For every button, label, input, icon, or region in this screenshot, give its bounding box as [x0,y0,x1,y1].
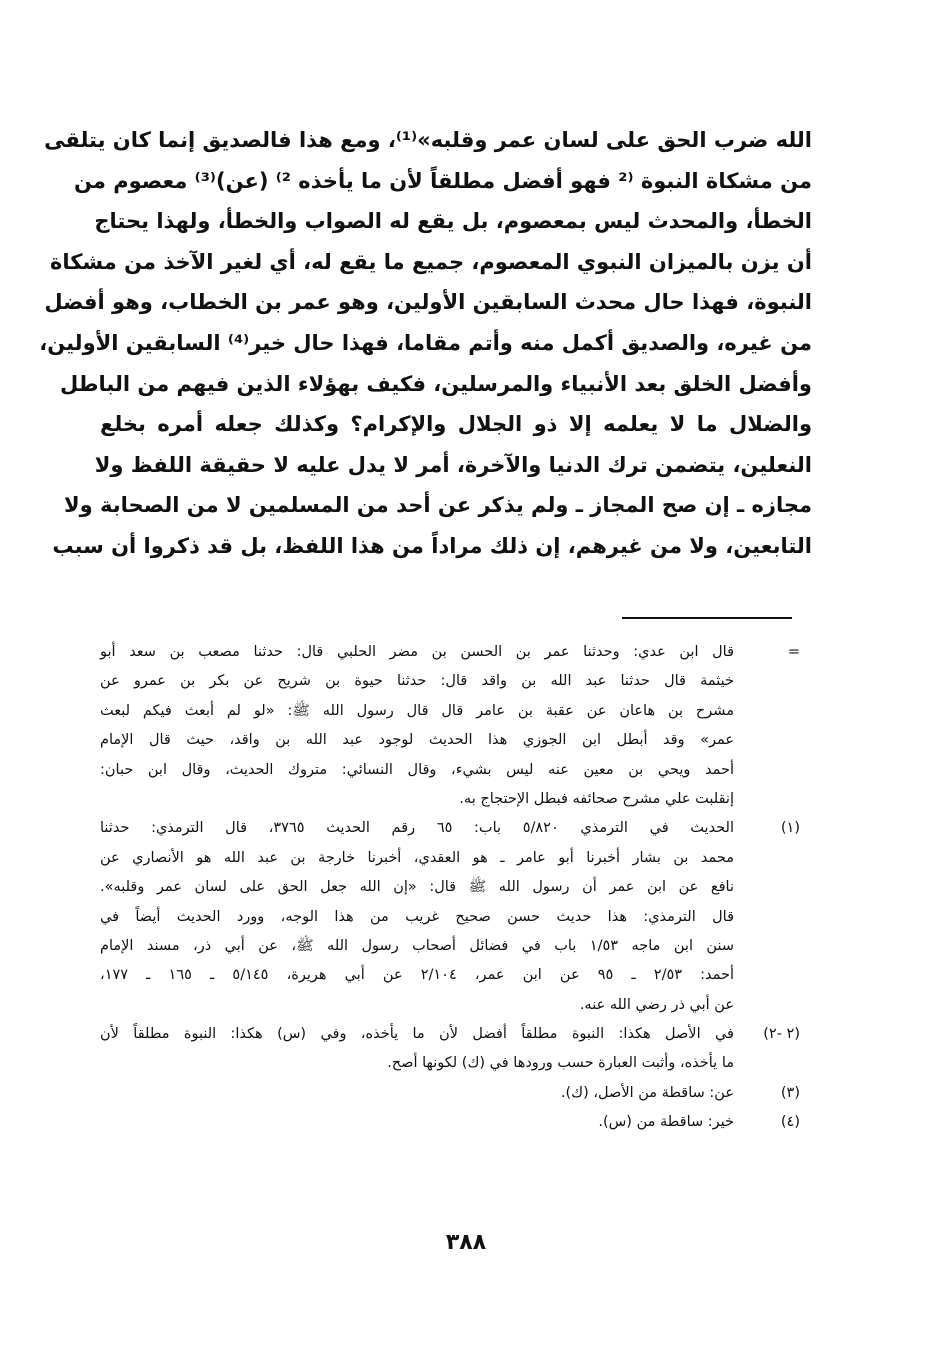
footnote-marker: (٢ -٢) [763,1026,800,1043]
main-text-line: من غيره، والصديق أكمل منه وأتم مقاما، فهذا حال خير⁽⁴⁾ السابقين الأولين، [39,330,812,355]
footnote-marker: (١) [780,820,800,837]
footnote-body [100,1020,734,1079]
footnote-body [100,1108,734,1137]
main-text-line: النبوة، فهذا حال محدث السابقين الأولين، وهو عمر بن الخطاب، وهو أفضل [44,290,812,315]
main-text-line: مجازه ـ إن صح المجاز ـ ولم يذكر عن أحد من المسلمين لا من الصحابة ولا [64,493,812,518]
footnote-line: أحمد: ٢/٥٣ ـ ٩٥ عن ابن عمر، ٢/١٠٤ عن أبي هريرة، ٥/١٤٥ ـ ١٦٥ ـ ١٧٧، [100,967,735,984]
footnote-line: في الأصل هكذا: النبوة مطلقاً أفضل لأن ما يأخذه، وفي (س) هكذا: النبوة مطلقاً لأن [100,1026,734,1043]
footnote-line: أحمد ويحي بن معين عنه ليس بشيء، وقال النسائي: متروك الحديث، وقال ابن حبان: [100,761,734,778]
footnote-4 [100,1108,812,1137]
footnote-body [100,814,734,1020]
footnote-body [100,638,734,814]
main-text-line: التابعين، ولا من غيرهم، إن ذلك مراداً من هذا اللفظ، بل قد ذكروا أن سبب [52,533,812,558]
footnote-line: الحديث في الترمذي ٥/٨٢٠ باب: ٦٥ رقم الحديث ٣٧٦٥، قال الترمذي: حدثنا [100,820,734,837]
footnote-line: سنن ابن ماجه ١/٥٣ باب في فضائل أصحاب رسول الله ﷺ، عن أبي ذر، مسند الإمام [100,937,734,954]
footnote-separator [622,617,792,619]
footnote-line: عن: ساقطة من الأصل، (ك). [560,1084,734,1101]
footnote-line: ما يأخذه، وأثبت العبارة حسب ورودها في (ك) لكونها أصح. [387,1055,734,1072]
footnote-continued [100,638,812,814]
footnote-marker: (٤) [780,1114,800,1131]
footnote-line: عن أبي ذر رضي الله عنه. [579,996,734,1013]
footnote-2 [100,1020,812,1079]
main-text-line: والضلال ما لا يعلمه إلا ذو الجلال والإكرام؟ وكذلك جعله أمره بخلع [100,412,812,437]
main-text-line: أن يزن بالميزان النبوي المعصوم، جميع ما يقع له، أي لغير الآخذ من مشكاة [49,249,812,274]
main-text-block [39,120,812,567]
main-text-line: الخطأ، والمحدث ليس بمعصوم، بل يقع له الصواب والخطأ، ولهذا يحتاج [94,209,812,234]
main-text-line: من مشكاة النبوة ⁽² فهو أفضل مطلقاً لأن ما يأخذه ²⁾ (عن)⁽³⁾ معصوم من [74,168,812,193]
footnote-1 [100,814,812,1020]
footnote-body [100,1079,734,1108]
footnote-line: قال الترمذي: هذا حديث حسن صحيح غريب من هذا الوجه، وورد الحديث أيضاً في [100,908,734,925]
footnote-marker: = [787,644,800,660]
footnote-line: عمر» وقد أبطل ابن الجوزي هذا الحديث لوجود عبد الله بن واقد، حيث قال الإمام [100,732,734,749]
footnote-line: خير: ساقطة من (س). [598,1114,734,1131]
main-text-line: وأفضل الخلق بعد الأنبياء والمرسلين، فكيف بهؤلاء الذين فيهم من الباطل [59,371,812,396]
footnote-marker: (٣) [780,1084,800,1101]
footnotes [100,638,812,1138]
footnote-line: خيثمة قال حدثنا عبد الله بن واقد قال: حدثنا حيوة بن شريح عن بكر بن عمرو عن [100,673,734,690]
footnote-line: إنقلبت علي مشرح صحائفه فبطل الإحتجاج به. [459,790,734,807]
footnote-line: قال ابن عدي: وحدثنا عمر بن الحسن بن مضر الحلبي قال: حدثنا مصعب بن سعد أبو [100,644,734,660]
main-text-line: الله ضرب الحق على لسان عمر وقلبه»⁽¹⁾، ومع هذا فالصديق إنما كان يتلقى [44,128,812,152]
footnote-3 [100,1079,812,1108]
main-text-line: النعلين، يتضمن ترك الدنيا والآخرة، أمر لا يدل عليه لا حقيقة اللفظ ولا [94,452,812,477]
footnote-line: نافع عن ابن عمر أن رسول الله ﷺ قال: «إن الله جعل الحق على لسان عمر وقلبه». [100,879,734,896]
footnote-line: محمد بن بشار أخبرنا أبو عامر ـ هو العقدي، أخبرنا خارجة بن عبد الله هو الأنصاري عن [100,849,734,866]
page-number: ٣٨٨ [445,1230,487,1255]
footnote-line: مشرح بن هاعان عن عقبة بن عامر قال قال رسول الله ﷺ: «لو لم أبعث فيكم لبعث [100,702,734,719]
